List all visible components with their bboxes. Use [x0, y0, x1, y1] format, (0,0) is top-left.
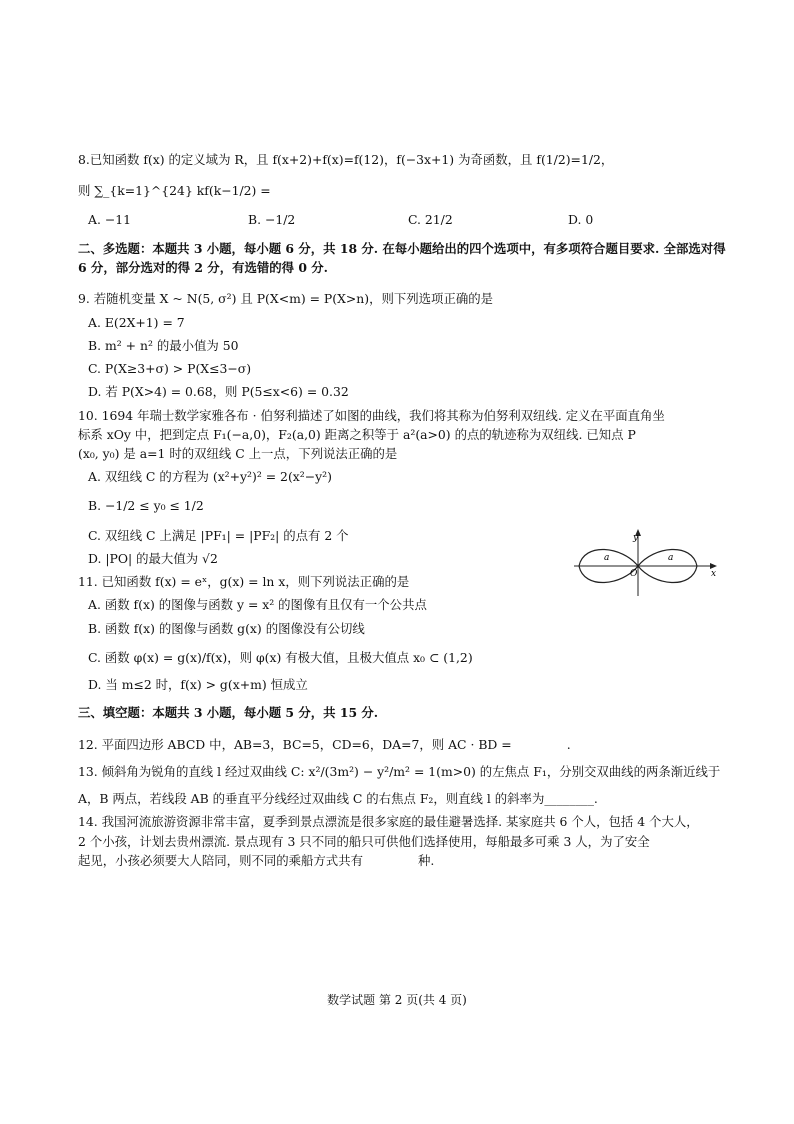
q9-stem: 9. 若随机变量 X ~ N(5, σ²) 且 P(X<m) = P(X>n)，则下列选项正确的是 [78, 291, 494, 307]
q11-option-c: C. 函数 φ(x) = g(x)/f(x)，则 φ(x) 有极大值，且极大值点 x₀ ⊂ (1,2) [88, 649, 473, 665]
q10-stem-3: (x₀, y₀) 是 a=1 时的双纽线 C 上一点，下列说法正确的是 [78, 446, 398, 462]
a-left-label: a [604, 553, 610, 563]
x-label: x [711, 569, 717, 579]
q14-line-3 [78, 851, 728, 870]
q10-option-d: D. |PO| 的最大值为 √2 [88, 550, 218, 566]
section-2-heading: 二、多选题：本题共 3 小题，每小题 6 分，共 18 分. 在每小题给出的四个选项中，有多项符合题目要求. 全部选对得 6 分，部分选对的得 2 分，有选错的得 0 分. [78, 240, 726, 275]
q9-option-d: D. 若 P(X>4) = 0.68，则 P(5≤x<6) = 0.32 [88, 384, 349, 400]
origin-label: O [630, 569, 638, 579]
page-footer: 数学试题 第 2 页(共 4 页) [327, 993, 467, 1007]
exam-page [78, 150, 728, 870]
q12-text: 12. 平面四边形 ABCD 中，AB=3，BC=5，CD=6，DA=7，则 AC · BD = [78, 736, 512, 752]
a-right-label: a [668, 553, 674, 563]
q10-option-b: B. −1/2 ≤ y₀ ≤ 1/2 [88, 498, 204, 514]
q8-stem-2: 则 ∑_{k=1}^{24} kf(k−1/2) = [78, 183, 271, 199]
q8-option-a: A. −11 [88, 212, 131, 228]
q10-stem-2: 标系 xOy 中，把到定点 F₁(−a,0)，F₂(a,0) 距离之积等于 a²(a>0) 的点的轨迹称为双纽线. 已知点 P [78, 426, 636, 442]
q11-stem: 11. 已知函数 f(x) = eˣ，g(x) = ln x，则下列说法正确的是 [78, 574, 410, 590]
q10-option-c: C. 双纽线 C 上满足 |PF₁| = |PF₂| 的点有 2 个 [88, 527, 349, 543]
q14-line-3-text: 起见，小孩必须要大人陪同，则不同的乘船方式共有 [78, 852, 363, 868]
q9-option-c: C. P(X≥3+σ) > P(X≤3−σ) [88, 361, 252, 377]
q8-option-c: C. 21/2 [408, 212, 453, 228]
section-3-heading: 三、填空题：本题共 3 小题，每小题 5 分，共 15 分. [78, 705, 379, 721]
q11-option-b: B. 函数 f(x) 的图像与函数 g(x) 的图像没有公切线 [88, 620, 365, 636]
q11-option-d: D. 当 m≤2 时，f(x) > g(x+m) 恒成立 [88, 676, 308, 692]
q14-line-2: 2 个小孩，计划去贵州漂流. 景点现有 3 只不同的船只可供他们选择使用，每船最多可乘 3 人，为了安全 [78, 833, 650, 849]
q8-option-d: D. 0 [568, 212, 594, 228]
q14-line-1: 14. 我国河流旅游资源非常丰富，夏季到景点漂流是很多家庭的最佳避暑选择. 某家庭共 6 个人，包括 4 个大人， [78, 814, 699, 830]
lemniscate-figure [572, 528, 722, 598]
q8-options [78, 210, 728, 229]
q13-line-2: A，B 两点，若线段 AB 的垂直平分线经过双曲线 C 的右焦点 F₂，则直线 l 的斜率为________. [78, 791, 598, 807]
q9-option-b: B. m² + n² 的最小值为 50 [88, 337, 239, 353]
q10-option-a: A. 双纽线 C 的方程为 (x²+y²)² = 2(x²−y²) [88, 469, 332, 485]
q8-option-b: B. −1/2 [248, 212, 296, 228]
q9-option-a: A. E(2X+1) = 7 [88, 314, 185, 330]
q10-stem-1: 10. 1694 年瑞士数学家雅各布 · 伯努利描述了如图的曲线，我们将其称为伯努利双纽线. 定义在平面直角坐 [78, 407, 665, 423]
q12-end: . [566, 736, 571, 752]
q11-option-a: A. 函数 f(x) 的图像与函数 y = x² 的图像有且仅有一个公共点 [88, 597, 427, 613]
q12 [78, 735, 728, 754]
q14-line-3-end: 种. [417, 852, 435, 868]
y-label: y [633, 533, 639, 543]
q13-line-1: 13. 倾斜角为锐角的直线 l 经过双曲线 C: x²/(3m²) − y²/m² = 1(m>0) 的左焦点 F₁，分别交双曲线的两条渐近线于 [78, 764, 721, 780]
q8-stem: 8.已知函数 f(x) 的定义域为 R，且 f(x+2)+f(x)=f(12)，f(−3x+1) 为奇函数，且 f(1/2)=1/2， [78, 152, 614, 167]
